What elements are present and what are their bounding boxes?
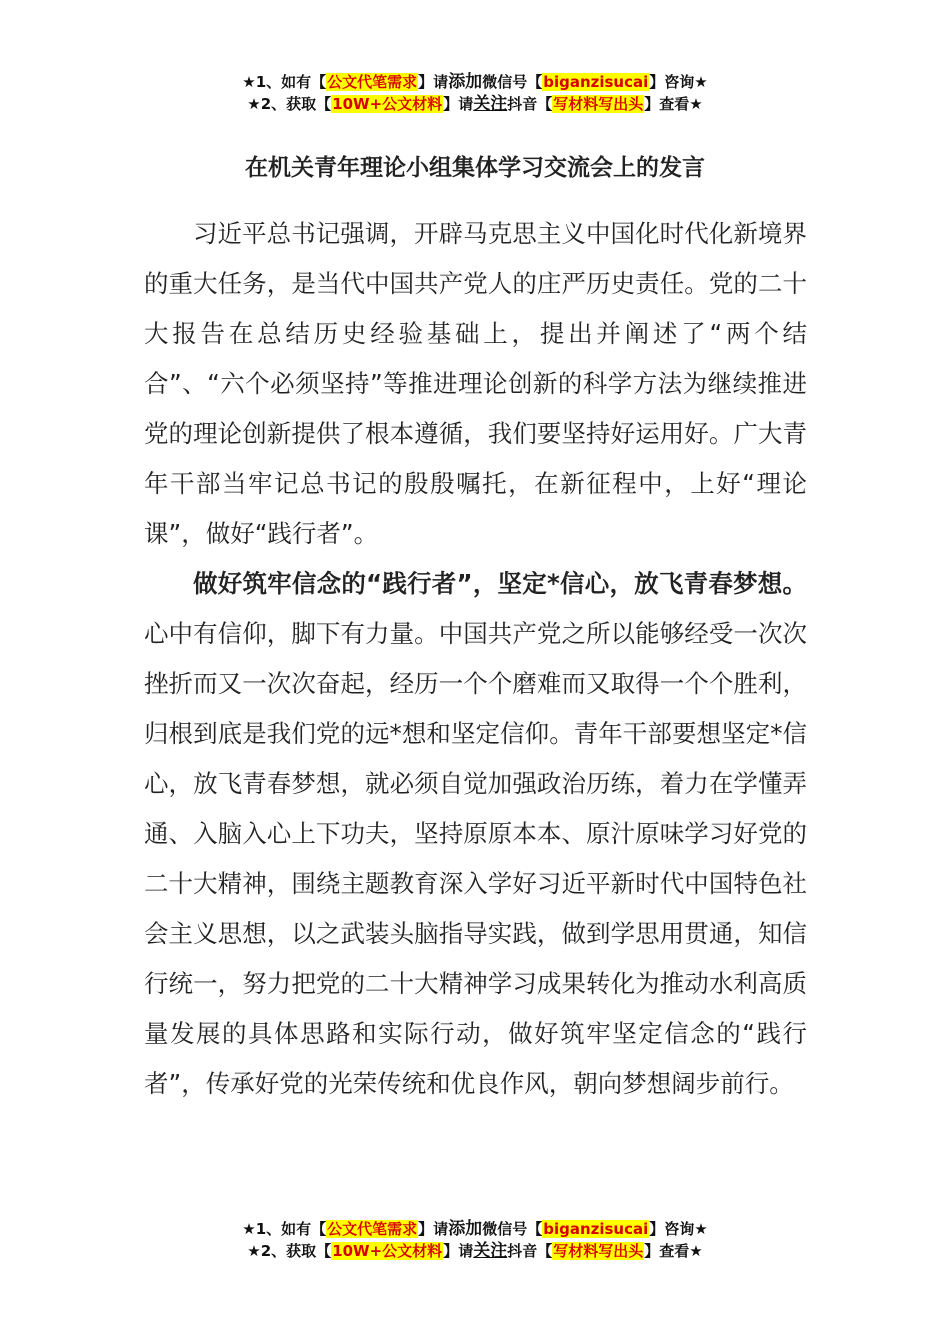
highlight-service: 公文代笔需求 xyxy=(327,73,418,91)
paragraph-lead-heading: 做好筑牢信念的“践行者”，坚定*信心，放飞青春梦想。 xyxy=(193,569,807,598)
highlight-materials: 10W+公文材料 xyxy=(332,95,443,113)
banner-emphasis: 关注 xyxy=(473,94,508,114)
banner-line-1 xyxy=(0,1218,950,1240)
banner-text: 】咨询★ xyxy=(649,73,708,91)
highlight-service: 公文代笔需求 xyxy=(327,1220,418,1238)
paragraph-1 xyxy=(144,209,807,559)
banner-line-1 xyxy=(0,71,950,93)
banner-emphasis: 添加 xyxy=(448,72,483,92)
highlight-wechat-id: biganzisucai xyxy=(543,1220,649,1238)
paragraph-text: 心中有信仰，脚下有力量。中国共产党之所以能够经受一次次挫折而又一次次奋起，经历一个个磨难而又取得一个个胜利，归根到底是我们党的远*想和坚定信仰。青年干部要想坚定*信心，放飞青春梦想，就必须自觉加强政治历练，着力在学懂弄通、入脑入心上下功夫，坚持原原本本、原汁原味学习好党的二十大精神，围绕主题教育深入学好习近平新时代中国特色社会主义思想，以之武装头脑指导实践，做到学思用贯通，知信行统一，努力把党的二十大精神学习成果转化为推动水利高质量发展的具体思路和实际行动，做好筑牢坚定信念的“践行者”，传承好党的光荣传统和优良作风，朝向梦想阔步前行。 xyxy=(144,619,807,1098)
banner-text: 抖音【 xyxy=(507,1242,553,1260)
highlight-douyin-account: 写材料写出头 xyxy=(553,1242,644,1260)
banner-emphasis: 添加 xyxy=(448,1219,483,1239)
banner-text: ★2、获取【 xyxy=(247,95,332,113)
header-banner xyxy=(0,71,950,115)
document-title: 在机关青年理论小组集体学习交流会上的发言 xyxy=(245,155,705,181)
footer-banner xyxy=(0,1218,950,1262)
banner-text: 抖音【 xyxy=(507,95,553,113)
highlight-wechat-id: biganzisucai xyxy=(543,73,649,91)
highlight-douyin-account: 写材料写出头 xyxy=(553,95,644,113)
banner-text: 微信号【 xyxy=(482,1220,543,1238)
banner-line-2 xyxy=(0,1240,950,1262)
paragraph-2 xyxy=(144,559,807,1109)
banner-text: ★1、如有【 xyxy=(242,1220,327,1238)
paragraph-text: 习近平总书记强调，开辟马克思主义中国化时代化新境界的重大任务，是当代中国共产党人的庄严历史责任。党的二十大报告在总结历史经验基础上，提出并阐述了“两个结合”、“六个必须坚持”等推进理论创新的科学方法为继续推进党的理论创新提供了根本遵循，我们要坚持好运用好。广大青年干部当牢记总书记的殷殷嘱托，在新征程中，上好“理论课”，做好“践行者”。 xyxy=(144,219,807,548)
banner-text: 】查看★ xyxy=(644,1242,703,1260)
banner-text: ★1、如有【 xyxy=(242,73,327,91)
banner-text: 】请 xyxy=(418,73,449,91)
banner-line-2 xyxy=(0,93,950,115)
banner-text: 】查看★ xyxy=(644,95,703,113)
banner-text: 】请 xyxy=(443,95,474,113)
document-body xyxy=(144,209,807,1109)
highlight-materials: 10W+公文材料 xyxy=(332,1242,443,1260)
banner-text: ★2、获取【 xyxy=(247,1242,332,1260)
banner-text: 】请 xyxy=(443,1242,474,1260)
banner-text: 微信号【 xyxy=(482,73,543,91)
banner-text: 】咨询★ xyxy=(649,1220,708,1238)
banner-text: 】请 xyxy=(418,1220,449,1238)
banner-emphasis: 关注 xyxy=(473,1241,508,1261)
